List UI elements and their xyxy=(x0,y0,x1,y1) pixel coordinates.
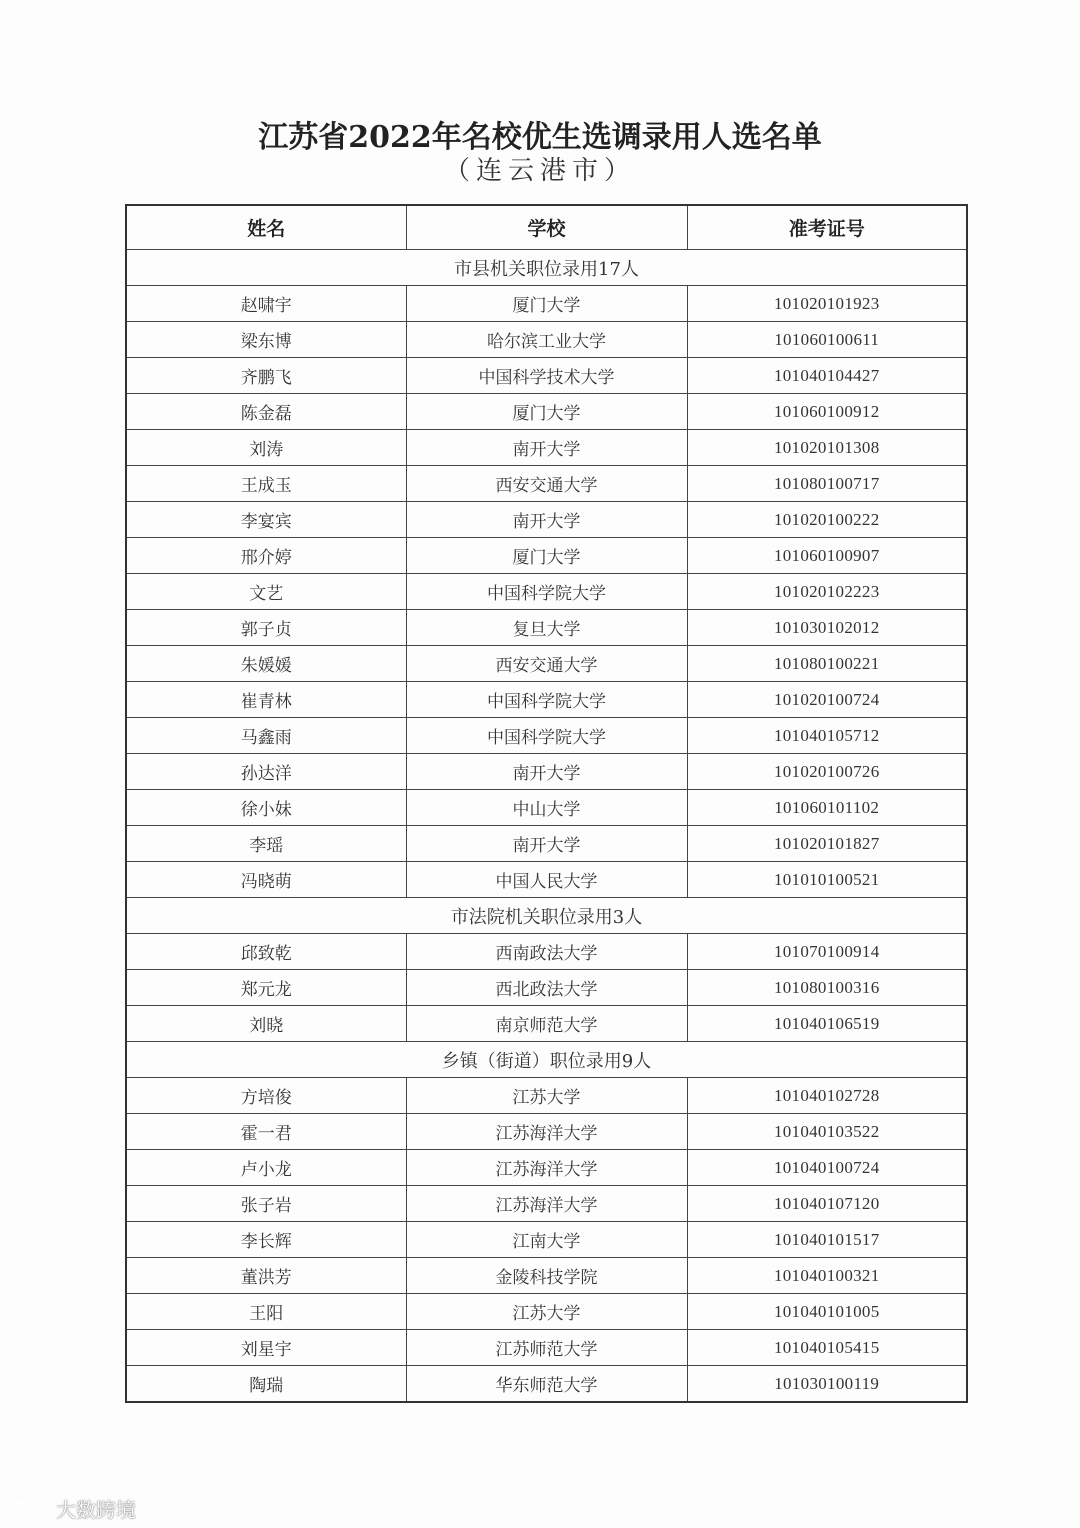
table-row xyxy=(126,610,967,646)
name-cell: 刘星宇 xyxy=(126,1330,406,1366)
school-cell: 南开大学 xyxy=(406,754,687,790)
school-cell: 西安交通大学 xyxy=(406,466,687,502)
candidate-table xyxy=(125,204,968,1403)
table-row xyxy=(126,790,967,826)
exam-id-cell: 101040101005 xyxy=(687,1294,967,1330)
school-cell: 南开大学 xyxy=(406,502,687,538)
name-cell: 文艺 xyxy=(126,574,406,610)
exam-id-cell: 101020100222 xyxy=(687,502,967,538)
exam-id-cell: 101040101517 xyxy=(687,1222,967,1258)
section-label: 市县机关职位录用17人 xyxy=(126,250,967,286)
table-row xyxy=(126,1330,967,1366)
exam-id-cell: 101030100119 xyxy=(687,1366,967,1403)
name-cell: 刘涛 xyxy=(126,430,406,466)
name-cell: 崔青林 xyxy=(126,682,406,718)
table-row xyxy=(126,754,967,790)
exam-id-cell: 101040102728 xyxy=(687,1078,967,1114)
exam-id-cell: 101020102223 xyxy=(687,574,967,610)
table-row xyxy=(126,1294,967,1330)
exam-id-cell: 101020101308 xyxy=(687,430,967,466)
table-header-row xyxy=(126,205,967,250)
table-row xyxy=(126,466,967,502)
school-cell: 西南政法大学 xyxy=(406,934,687,970)
table-row xyxy=(126,1258,967,1294)
name-cell: 李瑶 xyxy=(126,826,406,862)
table-row xyxy=(126,574,967,610)
school-cell: 厦门大学 xyxy=(406,538,687,574)
exam-id-cell: 101080100221 xyxy=(687,646,967,682)
exam-id-cell: 101040105712 xyxy=(687,718,967,754)
name-cell: 董洪芳 xyxy=(126,1258,406,1294)
table-row xyxy=(126,1114,967,1150)
table-row xyxy=(126,970,967,1006)
exam-id-cell: 101020100726 xyxy=(687,754,967,790)
school-cell: 哈尔滨工业大学 xyxy=(406,322,687,358)
school-cell: 西北政法大学 xyxy=(406,970,687,1006)
exam-id-cell: 101060100907 xyxy=(687,538,967,574)
name-cell: 朱媛媛 xyxy=(126,646,406,682)
school-cell: 南开大学 xyxy=(406,430,687,466)
name-cell: 邢介婷 xyxy=(126,538,406,574)
table-row xyxy=(126,1186,967,1222)
school-cell: 中国科学院大学 xyxy=(406,718,687,754)
table-row xyxy=(126,718,967,754)
school-cell: 江苏大学 xyxy=(406,1294,687,1330)
table-row xyxy=(126,286,967,322)
header-exam-id: 准考证号 xyxy=(687,205,967,250)
name-cell: 孙达洋 xyxy=(126,754,406,790)
section-row xyxy=(126,898,967,934)
section-row xyxy=(126,250,967,286)
exam-id-cell: 101030102012 xyxy=(687,610,967,646)
table-row xyxy=(126,1222,967,1258)
name-cell: 郑元龙 xyxy=(126,970,406,1006)
header-school: 学校 xyxy=(406,205,687,250)
table-row xyxy=(126,1078,967,1114)
school-cell: 厦门大学 xyxy=(406,286,687,322)
weibo-logo-icon xyxy=(8,1497,50,1521)
name-cell: 张子岩 xyxy=(126,1186,406,1222)
watermark-text: 大数跨境 xyxy=(56,1498,136,1522)
name-cell: 王成玉 xyxy=(126,466,406,502)
section-row xyxy=(126,1042,967,1078)
school-cell: 中国科学院大学 xyxy=(406,574,687,610)
watermark xyxy=(8,1494,136,1523)
exam-id-cell: 101010100521 xyxy=(687,862,967,898)
table-row xyxy=(126,394,967,430)
header-name: 姓名 xyxy=(126,205,406,250)
name-cell: 陶瑞 xyxy=(126,1366,406,1403)
school-cell: 南京师范大学 xyxy=(406,1006,687,1042)
exam-id-cell: 101040107120 xyxy=(687,1186,967,1222)
exam-id-cell: 101040105415 xyxy=(687,1330,967,1366)
name-cell: 冯晓萌 xyxy=(126,862,406,898)
name-cell: 霍一君 xyxy=(126,1114,406,1150)
name-cell: 徐小妹 xyxy=(126,790,406,826)
table-row xyxy=(126,1006,967,1042)
school-cell: 江苏海洋大学 xyxy=(406,1186,687,1222)
exam-id-cell: 101080100316 xyxy=(687,970,967,1006)
exam-id-cell: 101060100611 xyxy=(687,322,967,358)
name-cell: 卢小龙 xyxy=(126,1150,406,1186)
section-label: 乡镇（街道）职位录用9人 xyxy=(126,1042,967,1078)
school-cell: 江苏海洋大学 xyxy=(406,1150,687,1186)
exam-id-cell: 101040106519 xyxy=(687,1006,967,1042)
name-cell: 方培俊 xyxy=(126,1078,406,1114)
school-cell: 中山大学 xyxy=(406,790,687,826)
exam-id-cell: 101060101102 xyxy=(687,790,967,826)
table-row xyxy=(126,646,967,682)
exam-id-cell: 101040103522 xyxy=(687,1114,967,1150)
name-cell: 李长辉 xyxy=(126,1222,406,1258)
school-cell: 江苏海洋大学 xyxy=(406,1114,687,1150)
table-row xyxy=(126,1150,967,1186)
school-cell: 中国科学技术大学 xyxy=(406,358,687,394)
table-row xyxy=(126,934,967,970)
exam-id-cell: 101080100717 xyxy=(687,466,967,502)
school-cell: 西安交通大学 xyxy=(406,646,687,682)
table-row xyxy=(126,502,967,538)
school-cell: 厦门大学 xyxy=(406,394,687,430)
school-cell: 南开大学 xyxy=(406,826,687,862)
exam-id-cell: 101070100914 xyxy=(687,934,967,970)
school-cell: 江南大学 xyxy=(406,1222,687,1258)
exam-id-cell: 101020100724 xyxy=(687,682,967,718)
table-row xyxy=(126,430,967,466)
name-cell: 梁东博 xyxy=(126,322,406,358)
name-cell: 齐鹏飞 xyxy=(126,358,406,394)
school-cell: 江苏大学 xyxy=(406,1078,687,1114)
name-cell: 赵啸宇 xyxy=(126,286,406,322)
table-row xyxy=(126,322,967,358)
table-row xyxy=(126,1366,967,1403)
exam-id-cell: 101020101923 xyxy=(687,286,967,322)
table-row xyxy=(126,826,967,862)
exam-id-cell: 101040100321 xyxy=(687,1258,967,1294)
table-row xyxy=(126,538,967,574)
school-cell: 中国人民大学 xyxy=(406,862,687,898)
exam-id-cell: 101060100912 xyxy=(687,394,967,430)
school-cell: 江苏师范大学 xyxy=(406,1330,687,1366)
exam-id-cell: 101040100724 xyxy=(687,1150,967,1186)
document-title: 江苏省2022年名校优生选调录用人选名单 xyxy=(258,120,822,155)
school-cell: 金陵科技学院 xyxy=(406,1258,687,1294)
document-subtitle: （连云港市） xyxy=(443,156,636,186)
name-cell: 邱致乾 xyxy=(126,934,406,970)
name-cell: 马鑫雨 xyxy=(126,718,406,754)
table-row xyxy=(126,358,967,394)
exam-id-cell: 101020101827 xyxy=(687,826,967,862)
school-cell: 复旦大学 xyxy=(406,610,687,646)
school-cell: 华东师范大学 xyxy=(406,1366,687,1403)
name-cell: 陈金磊 xyxy=(126,394,406,430)
name-cell: 刘晓 xyxy=(126,1006,406,1042)
section-label: 市法院机关职位录用3人 xyxy=(126,898,967,934)
table-row xyxy=(126,862,967,898)
name-cell: 王阳 xyxy=(126,1294,406,1330)
exam-id-cell: 101040104427 xyxy=(687,358,967,394)
school-cell: 中国科学院大学 xyxy=(406,682,687,718)
table-row xyxy=(126,682,967,718)
name-cell: 李宴宾 xyxy=(126,502,406,538)
name-cell: 郭子贞 xyxy=(126,610,406,646)
